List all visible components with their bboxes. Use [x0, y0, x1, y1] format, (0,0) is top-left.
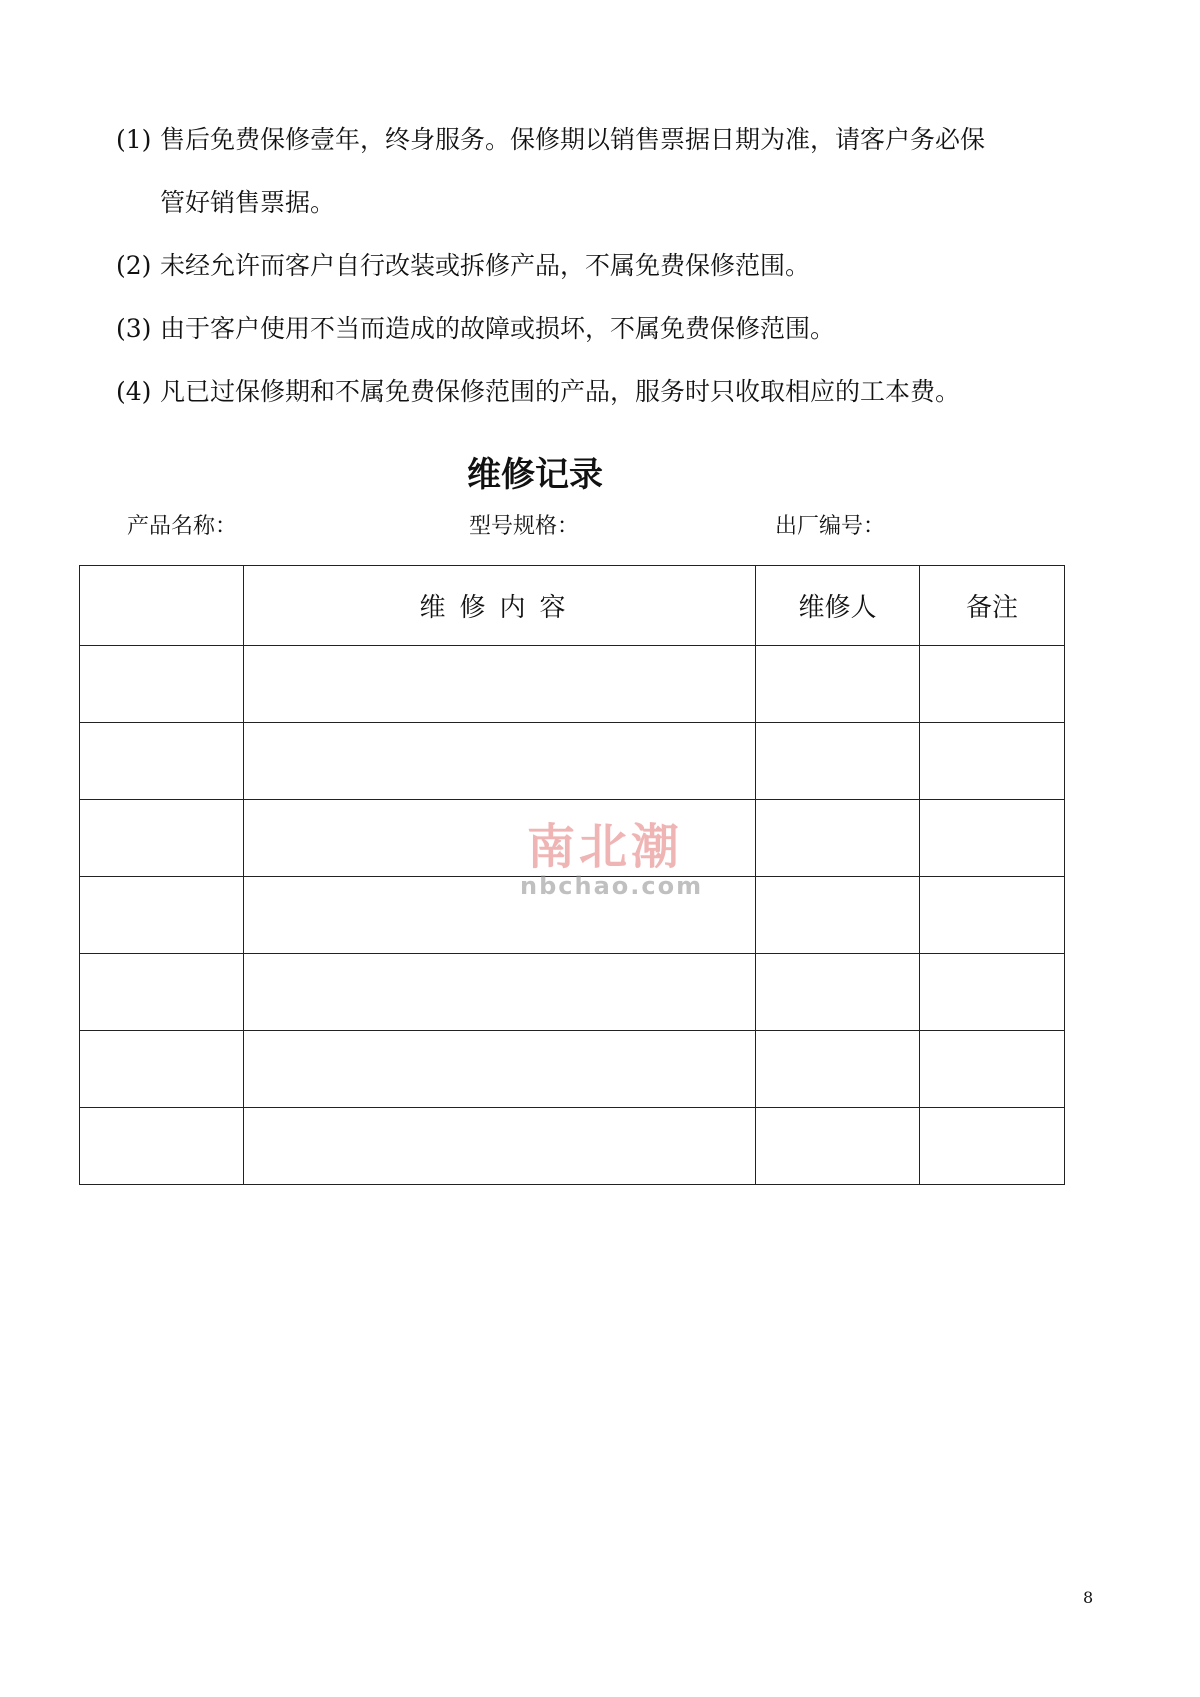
table-cell[interactable] — [756, 1031, 920, 1108]
table-cell[interactable] — [756, 646, 920, 723]
rule-1-text: 售后免费保修壹年，终身服务。保修期以销售票据日期为准，请客户务必保 — [160, 125, 986, 154]
rule-3 — [116, 312, 835, 346]
table-header-row — [80, 566, 1065, 646]
rule-2-text: 未经允许而客户自行改装或拆修产品，不属免费保修范围。 — [160, 251, 811, 280]
rule-4-number: (4) — [116, 377, 152, 406]
table-cell[interactable] — [80, 877, 244, 954]
table-row — [80, 954, 1065, 1031]
table-cell[interactable] — [920, 800, 1065, 877]
table-cell[interactable] — [80, 800, 244, 877]
table-cell[interactable] — [244, 1108, 756, 1185]
header-remarks: 备注 — [920, 566, 1065, 646]
repair-record-table — [79, 565, 1065, 1185]
section-title: 维修记录 — [467, 455, 603, 495]
table-row — [80, 800, 1065, 877]
table-cell[interactable] — [244, 954, 756, 1031]
rule-1-continuation: 管好销售票据。 — [160, 188, 336, 217]
table-cell[interactable] — [756, 1108, 920, 1185]
table-cell[interactable] — [756, 954, 920, 1031]
table-cell[interactable] — [920, 954, 1065, 1031]
rule-4-text: 凡已过保修期和不属免费保修范围的产品，服务时只收取相应的工本费。 — [160, 377, 961, 406]
header-repair-content: 维修内容 — [244, 566, 756, 646]
table-cell[interactable] — [244, 800, 756, 877]
model-spec-label: 型号规格： — [469, 514, 580, 539]
rule-4 — [116, 375, 960, 409]
rule-3-text: 由于客户使用不当而造成的故障或损坏，不属免费保修范围。 — [160, 314, 836, 343]
product-name-label: 产品名称： — [127, 514, 238, 539]
header-repairer: 维修人 — [756, 566, 920, 646]
table-row — [80, 723, 1065, 800]
table-row — [80, 1108, 1065, 1185]
table-cell[interactable] — [80, 723, 244, 800]
table-cell[interactable] — [80, 954, 244, 1031]
table-cell[interactable] — [80, 1031, 244, 1108]
table-cell[interactable] — [244, 723, 756, 800]
page-number: 8 — [1083, 1588, 1094, 1607]
table-cell[interactable] — [920, 646, 1065, 723]
table-row — [80, 877, 1065, 954]
table-cell[interactable] — [756, 723, 920, 800]
rule-2 — [116, 249, 810, 283]
rule-3-number: (3) — [116, 314, 152, 343]
header-date — [80, 566, 244, 646]
table-cell[interactable] — [80, 1108, 244, 1185]
table-cell[interactable] — [244, 1031, 756, 1108]
rule-1-number: (1) — [116, 125, 152, 154]
rule-2-number: (2) — [116, 251, 152, 280]
table-cell[interactable] — [920, 1108, 1065, 1185]
table-cell[interactable] — [756, 800, 920, 877]
serial-number-label: 出厂编号： — [775, 514, 886, 539]
watermark-domain: nbchao.com — [520, 872, 704, 900]
table-cell[interactable] — [920, 877, 1065, 954]
table-cell[interactable] — [244, 877, 756, 954]
table-cell[interactable] — [756, 877, 920, 954]
table-row — [80, 646, 1065, 723]
table-cell[interactable] — [244, 646, 756, 723]
table-cell[interactable] — [920, 1031, 1065, 1108]
table-cell[interactable] — [920, 723, 1065, 800]
table-row — [80, 1031, 1065, 1108]
table-cell[interactable] — [80, 646, 244, 723]
rule-1 — [116, 123, 985, 157]
watermark-chinese: 南北潮 — [526, 819, 683, 875]
